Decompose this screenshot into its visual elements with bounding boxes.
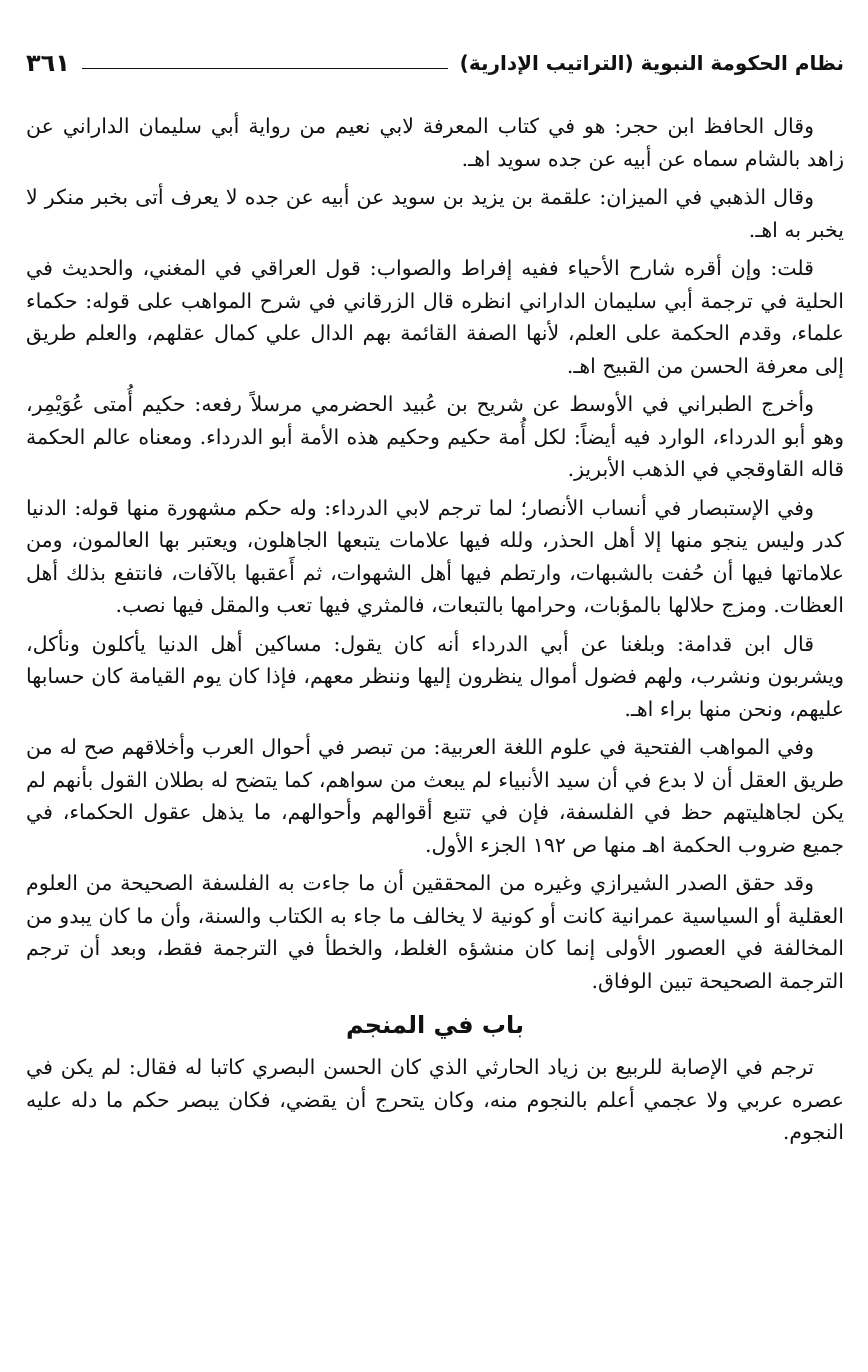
paragraph: وأخرج الطبراني في الأوسط عن شريح بن عُبيد الحضرمي مرسلاً رفعه: حكيم أُمتى عُوَيْمِر، وهو أبو الدرداء، الوارد فيه أيضاً: لكل أُمة حكيم وحكيم هذه الأمة أبو الدرداء. ومعناه عالم الحكمة قاله القاوقجي في الذهب الأبريز. bbox=[26, 392, 844, 481]
paragraph: وقال الذهبي في الميزان: علقمة بن يزيد بن سويد عن أبيه عن جده لا يعرف أتى بخبر منكر لا يخبر به اهـ. bbox=[26, 185, 844, 242]
paragraph: قال ابن قدامة: وبلغنا عن أبي الدرداء أنه كان يقول: مساكين أهل الدنيا يأكلون ونأكل، ويشربون ونشرب، ولهم فضول أموال ينظرون إليها وننظر معهم، فإذا كان يوم القيامة كان حسابها عليهم، ونحن منها براء اهـ. bbox=[26, 631, 844, 721]
page-header bbox=[26, 40, 844, 86]
paragraph: ترجم في الإصابة للربيع بن زياد الحارثي الذي كان الحسن البصري كاتبا له فقال: لم يكن في عصره عربي ولا عجمي أعلم بالنجوم منه، وكان يتحرج أن يقضي، فكان يبصر حكم ما دله عليه النجوم. bbox=[26, 1055, 844, 1144]
header-rule bbox=[82, 68, 448, 69]
chapter-heading: باب في المنجم bbox=[345, 1011, 525, 1039]
paragraph: وقد حقق الصدر الشيرازي وغيره من المحققين أن ما جاءت به الفلسفة الصحيحة من العلوم العقلية أو السياسية عمرانية كانت أو كونية لا يخالف ما جاء به الكتاب والسنة، وأن ما كان يبدو من المخالفة في العصور الأولى إنما كان منشؤه الغلط، والخطأ في الترجمة فقط، وبعد أن ترجم الترجمة الصحيحة تبين الوفاق. bbox=[26, 871, 844, 993]
running-title: نظام الحكومة النبوية (التراتيب الإدارية) bbox=[459, 51, 844, 75]
paragraph: وفي الإستبصار في أنساب الأنصار؛ لما ترجم لابي الدرداء: وله حكم مشهورة منها قوله: الدنيا كدر وليس ينجو منها إلا أهل الحذر، ولله فيها علامات يتبعها الجاهلون، ويعتبر بها العالمون، ومن علاماتها فيها أن حُفت بالشبهات، وارتطم فيها أهل الشهوات، ثم أَعقبها بالآفات، فانتفع بذلك أهل العظات. ومزج حلالها بالمؤبات، وحرامها بالتبعات، فالمثري فيها تعب والمقل فيها نصب. bbox=[26, 495, 844, 617]
body-text bbox=[26, 110, 844, 1149]
page-number: ٣٦١ bbox=[26, 49, 70, 77]
paragraph: وقال الحافظ ابن حجر: هو في كتاب المعرفة لابي نعيم من رواية أبي سليمان الداراني عن زاهد بالشام سماه عن أبيه عن جده سويد اهـ. bbox=[26, 114, 844, 171]
book-page bbox=[26, 40, 844, 1350]
paragraph: وفي المواهب الفتحية في علوم اللغة العربية: من تبصر في أحوال العرب وأخلاقهم صح له من طريق العقل أن لا بدع في أن سيد الأنبياء لم يبعث من سواهم، كما يتضح له بطلان القول بأنهم لم يكن لجاهليتهم حظ في الفلسفة، فإن في تتبع أقوالهم وأحوالهم، ما يذهل عقول الحكماء، في جميع ضروب الحكمة اهـ منها ص ١٩٢ الجزء الأول. bbox=[26, 735, 844, 857]
paragraph: قلت: وإن أقره شارح الأحياء ففيه إفراط والصواب: قول العراقي في المغني، والحديث في الحلية في ترجمة أبي سليمان الداراني انظره قال الزرقاني في شرح المواهب على قوله: حكماء علماء، وقدم الحكمة على العلم، لأنها الصفة القائمة بهم الدال علي كمال عقلهم، والعلم طريق إلى معرفة الحسن من القبيح اهـ. bbox=[26, 256, 844, 378]
